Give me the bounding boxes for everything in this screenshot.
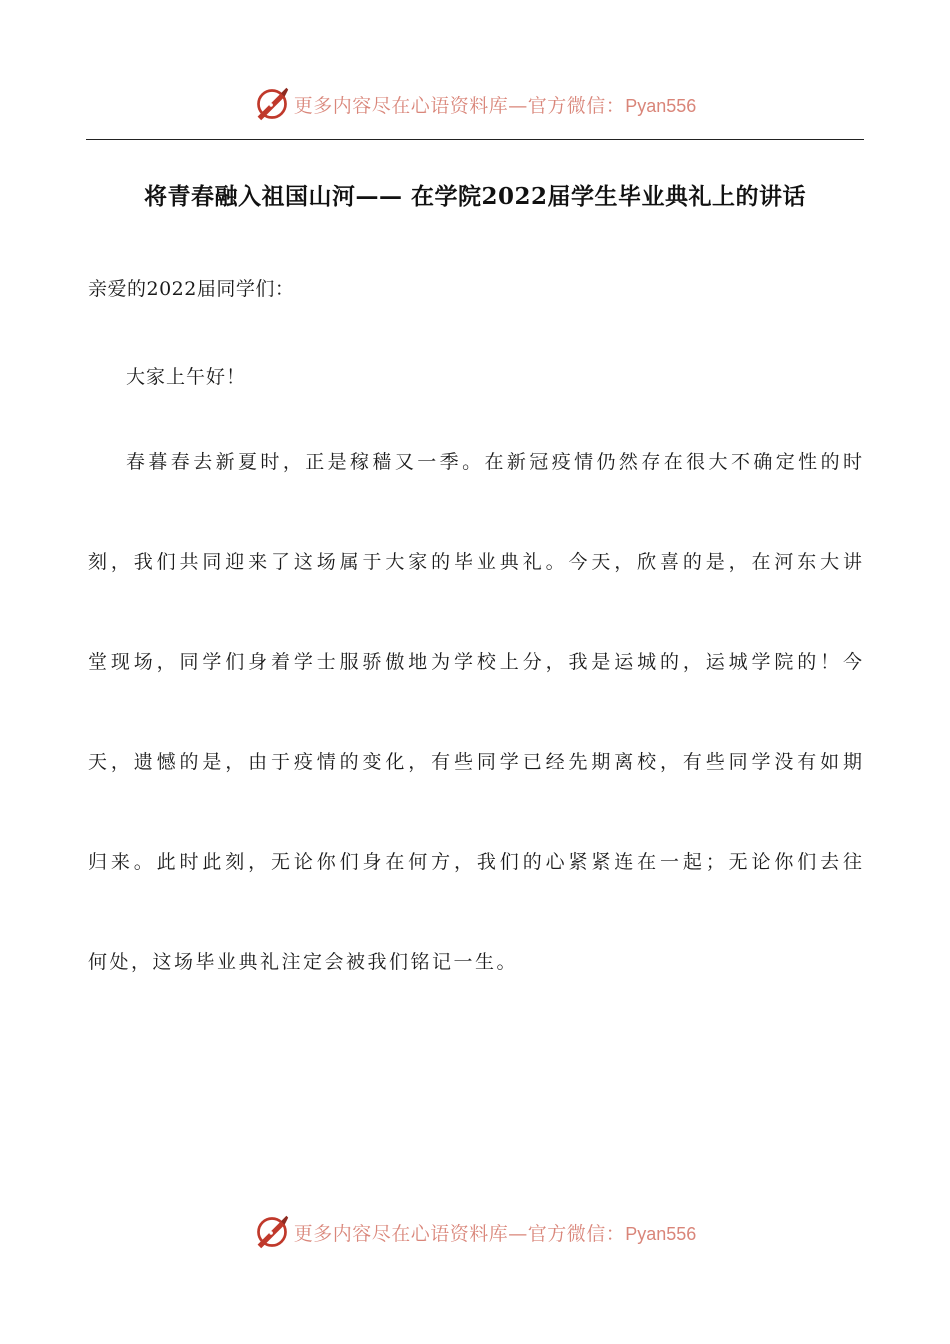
header-banner xyxy=(0,82,950,126)
footer-banner-text xyxy=(294,1219,697,1246)
body-line: 何处，这场毕业典礼注定会被我们铭记一生。 xyxy=(88,951,519,973)
body-line: 堂现场，同学们身着学士服骄傲地为学校上分，我是运城的，运城学院的！今 xyxy=(88,651,862,673)
footer-banner xyxy=(0,1210,950,1254)
greeting: 大家上午好！ xyxy=(126,366,247,388)
header-wechat-id: Pyan556 xyxy=(625,95,697,116)
body-line: 春暮春去新夏时，正是稼穑又一季。在新冠疫情仍然存在很大不确定性的时 xyxy=(126,451,862,473)
body-line: 刻，我们共同迎来了这场属于大家的毕业典礼。今天，欣喜的是，在河东大讲 xyxy=(88,551,862,573)
pen-nib-logo-icon xyxy=(254,1214,290,1250)
body-line: 归来。此时此刻，无论你们身在何方，我们的心紧紧连在一起；无论你们去往 xyxy=(88,851,862,873)
body-paragraph xyxy=(88,450,862,1050)
header-banner-label: 更多内容尽在心语资料库—官方微信： xyxy=(293,94,626,117)
header-banner-text xyxy=(294,91,697,118)
header-divider xyxy=(86,139,864,140)
salutation: 亲爱的2022届同学们： xyxy=(88,278,295,300)
document-title: 将青春融入祖国山河—— 在学院2022届学生毕业典礼上的讲话 xyxy=(143,183,807,210)
pen-nib-logo-icon xyxy=(254,86,290,122)
footer-banner-label: 更多内容尽在心语资料库—官方微信： xyxy=(293,1222,626,1245)
body-line: 天，遗憾的是，由于疫情的变化，有些同学已经先期离校，有些同学没有如期 xyxy=(88,751,862,773)
footer-wechat-id: Pyan556 xyxy=(625,1223,697,1244)
